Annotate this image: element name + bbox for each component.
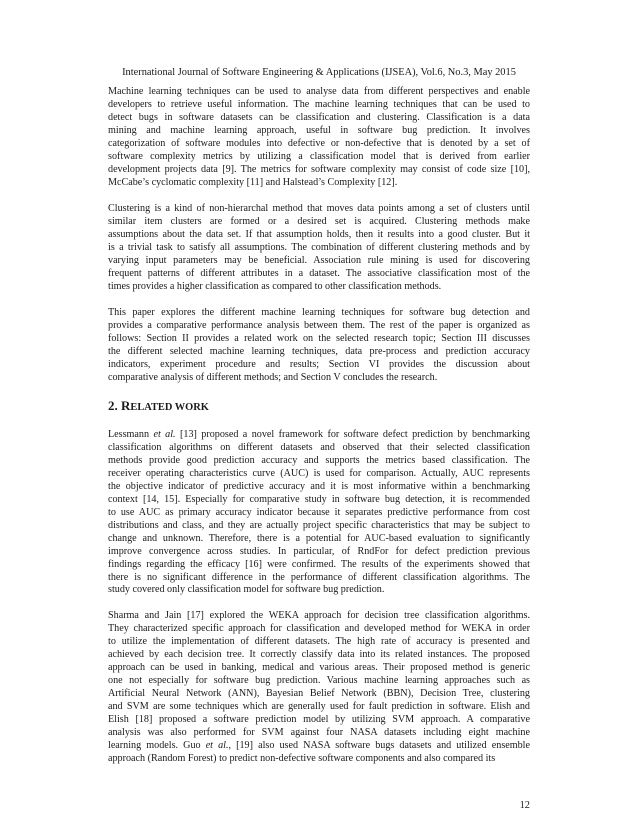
section-heading xyxy=(108,398,530,416)
paragraph xyxy=(108,429,530,598)
text-line: McCabe’s cyclomatic complexity [11] and Halstead’s Complexity [12]. xyxy=(108,176,398,188)
text-line: mining and machine learning approach, useful in software bug prediction. It involves xyxy=(108,124,530,136)
text-line: categorization of software modules into defective or non-defective that is denoted by a set of xyxy=(108,137,530,149)
text-line: similar item clusters are formed or a desired set is acquired. Clustering methods make xyxy=(108,215,530,227)
paragraph xyxy=(108,307,530,385)
text-line: frequent patterns of different attributes in a dataset. The associative classification most of the xyxy=(108,267,530,279)
page-number: 12 xyxy=(519,800,530,811)
text-line: study covered only classification model for software bug prediction. xyxy=(108,584,385,596)
text-line: to utilize the implementation of different datasets. The high rate of accuracy is presented and xyxy=(108,636,530,648)
text-line: receiver operating characteristics curve (AUC) is used for comparison. Actually, AUC represents xyxy=(108,467,530,479)
text-line: learning models. Guo et al., [19] also used NASA software bugs datasets and utilized ensemble xyxy=(108,740,530,752)
text-line: improve convergence across studies. In particular, of RndFor for defect prediction previous xyxy=(108,545,530,557)
text-line: the different selected machine learning techniques, data pre-process and prediction accuracy xyxy=(108,345,530,357)
paragraph xyxy=(108,203,530,294)
text-line: findings regarding the efficacy [16] were confirmed. The results of the experiments showed that xyxy=(108,558,530,570)
section-heading-text: ELATED WORK xyxy=(130,401,209,413)
text-line: varying input parameters may be beneficial. Association rule mining is used for discovering xyxy=(108,254,530,266)
text-line: change and unknown. Therefore, there is a potential for AUC-based evaluation to significantly xyxy=(108,532,530,544)
text-line: analysis was also performed for SVM against four NASA datasets including eight machine xyxy=(108,727,530,739)
text-line: follows: Section II provides a related work on the selected research topic; Section III discusses xyxy=(108,332,530,344)
text-line: development projects data [9]. The metrics for software complexity may consist of code size [10], xyxy=(108,163,530,175)
text-line: and SVM are some techniques which are generally used for fault prediction in software. Elish and xyxy=(108,701,530,713)
text-line: They characterized specific approach for classification and developed method for WEKA in order xyxy=(108,623,530,635)
text-line: Sharma and Jain [17] explored the WEKA approach for decision tree classification algorithms. xyxy=(108,610,530,622)
text-line: there is no significant difference in the performance of different classification algorithms. The xyxy=(108,571,530,583)
text-line: This paper explores the different machine learning techniques for software bug detection and xyxy=(108,306,530,318)
running-header: International Journal of Software Engineering & Applications (IJSEA), Vol.6, No.3, May 2015 xyxy=(122,67,516,78)
text-line: methods provide good prediction accuracy and supports the metrics based classification. The xyxy=(108,454,530,466)
italic-text: et al. xyxy=(153,428,176,440)
paragraph xyxy=(108,610,530,766)
section-heading-number: 2. R xyxy=(108,397,131,413)
italic-text: et al. xyxy=(205,740,229,752)
page-body xyxy=(108,86,530,766)
text-line: classification algorithms on different datasets and observed that their selected classification xyxy=(108,441,530,453)
text-line: assumptions about the data set. If that assumption holds, then it results into a good cluster. But it xyxy=(108,228,530,240)
text-line: Lessmann et al. [13] proposed a novel framework for software defect prediction by benchmarking xyxy=(108,428,530,440)
text-line: is a trivial task to satisfy all assumptions. The combination of different clustering methods and by xyxy=(108,241,530,253)
paragraph xyxy=(108,86,530,190)
text-line: approach (Random Forest) to predict non-defective software components and also compared its xyxy=(108,753,496,765)
intro-section xyxy=(108,86,530,385)
text-line: times provides a higher classification as compared to other classification methods. xyxy=(108,280,442,292)
text-line: developers to retrieve useful information. The machine learning techniques that can be used to xyxy=(108,98,530,110)
text-line: distributions and class, and they are actually project specific characteristics that may be subject to xyxy=(108,519,530,531)
text-line: to use AUC as primary accuracy indicator because it separates predictive performance from cost xyxy=(108,506,530,518)
text-line: Clustering is a kind of non-hierarchal method that moves data points among a set of clusters until xyxy=(108,202,530,214)
text-line: software complexity metrics by utilizing a classification model that is derived from earlier xyxy=(108,150,530,162)
related-work-section xyxy=(108,429,530,767)
text-line: detect bugs in software datasets can be classification and clustering. Classification is a data xyxy=(108,111,530,123)
text-line: Artificial Neural Network (ANN), Bayesian Belief Network (BBN), Decision Tree, clustering xyxy=(108,688,530,700)
text-line: approach can be used in banking, medical and various areas. Their proposed method is generic xyxy=(108,662,530,674)
text-line: Elish [18] proposed a software prediction model by utilizing SVM approach. A comparative xyxy=(108,714,530,726)
text-line: comparative analysis of different methods; and Section V concludes the research. xyxy=(108,371,438,383)
text-line: provides a comparative performance analysis between them. The rest of the paper is organized as xyxy=(108,319,530,331)
text-line: context [14, 15]. Especially for comparative study in software bug detection, it is recommended xyxy=(108,493,530,505)
text-line: one not especially for software bug prediction. Various machine learning approaches such as xyxy=(108,675,530,687)
text-line: indicators, experiment procedure and results; Section VI provides the discussion about xyxy=(108,358,530,370)
text-line: Machine learning techniques can be used to analyse data from different perspectives and enable xyxy=(108,86,530,97)
text-line: the objective indicator of predictive accuracy and it is most informative within a benchmarking xyxy=(108,480,530,492)
text-line: achieved by each decision tree. It correctly classify data into its related instances. The proposed xyxy=(108,649,530,661)
